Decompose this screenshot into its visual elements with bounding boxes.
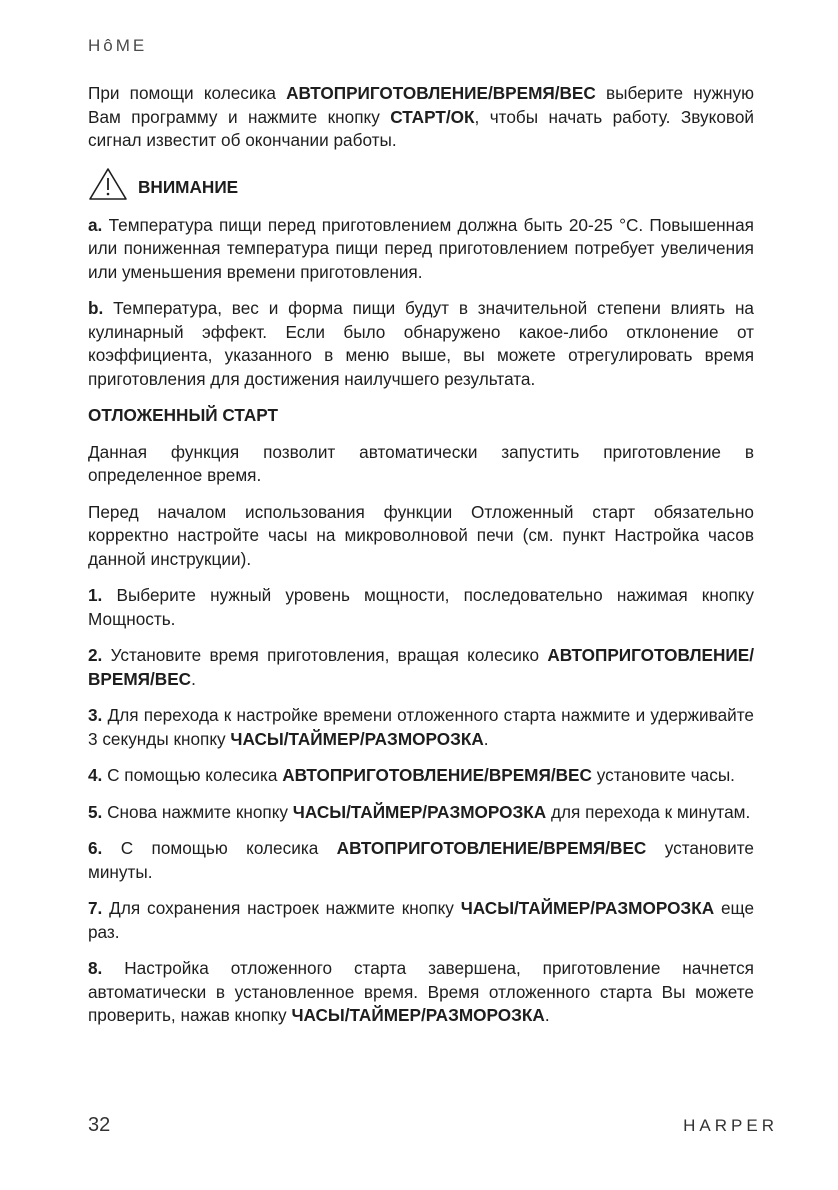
warning-heading [88, 167, 754, 201]
step-7: 7. Для сохранения настроек нажмите кнопку ЧАСЫ/ТАЙМЕР/РАЗМОРОЗКА еще раз. [88, 898, 755, 942]
section-heading-delayed-start: ОТЛОЖЕННЫЙ СТАРТ [88, 405, 278, 425]
warning-title: ВНИМАНИЕ [138, 176, 239, 197]
step-6: 6. С помощью колесика АВТОПРИГОТОВЛЕНИЕ/ВРЕМЯ/ВЕС установите минуты. [88, 838, 754, 882]
step-1: 1. Выберите нужный уровень мощности, последовательно нажимая кнопку Мощность. [88, 585, 754, 629]
delayed-start-note: Перед началом использования функции Отложенный старт обязательно корректно настройте часы на микроволновой печи (см. пункт Настройка часов данной инструкции). [88, 501, 754, 569]
footer-brand-logo: HARPER [683, 1116, 778, 1135]
header-brand-logo: HôME [88, 36, 148, 55]
warning-item-b: b. Температура, вес и форма пищи будут в значительной степени влиять на кулинарный эффект. Если было обнаружено какое-либо отклонение от коэффициента, указанного в меню выше, вы можете отрегулировать время приготовления для достижения наилучшего результата. [88, 298, 754, 389]
intro-paragraph: При помощи колесика АВТОПРИГОТОВЛЕНИЕ/ВРЕМЯ/ВЕС выберите нужную Вам программу и нажмите кнопку СТАРТ/ОК, чтобы начать работу. Звуковой сигнал известит об окончании работы. [88, 83, 754, 150]
step-5: 5. Снова нажмите кнопку ЧАСЫ/ТАЙМЕР/РАЗМОРОЗКА для перехода к минутам. [88, 801, 751, 822]
step-3: 3. Для перехода к настройке времени отложенного старта нажмите и удерживайте 3 секунды кнопку ЧАСЫ/ТАЙМЕР/РАЗМОРОЗКА. [88, 705, 754, 749]
warning-triangle-icon [88, 167, 128, 201]
step-2: 2. Установите время приготовления, вращая колесико АВТОПРИГОТОВЛЕНИЕ/ ВРЕМЯ/ВЕС. [88, 645, 754, 689]
page-content [88, 82, 754, 1041]
step-4: 4. С помощью колесика АВТОПРИГОТОВЛЕНИЕ/ВРЕМЯ/ВЕС установите часы. [88, 765, 735, 785]
warning-item-a: a. Температура пищи перед приготовлением должна быть 20-25 °С. Повышенная или пониженная температура пищи перед приготовлением потребует увеличения или уменьшения времени приготовления. [88, 214, 754, 282]
delayed-start-intro: Данная функция позволит автоматически запустить приготовление в определенное время. [88, 441, 754, 485]
page-number: 32 [88, 1114, 111, 1136]
step-8: 8. Настройка отложенного старта завершена, приготовление начнется автоматически в установленное время. Время отложенного старта Вы можете проверить, нажав кнопку ЧАСЫ/ТАЙМЕР/РАЗМОРОЗКА. [88, 958, 754, 1025]
